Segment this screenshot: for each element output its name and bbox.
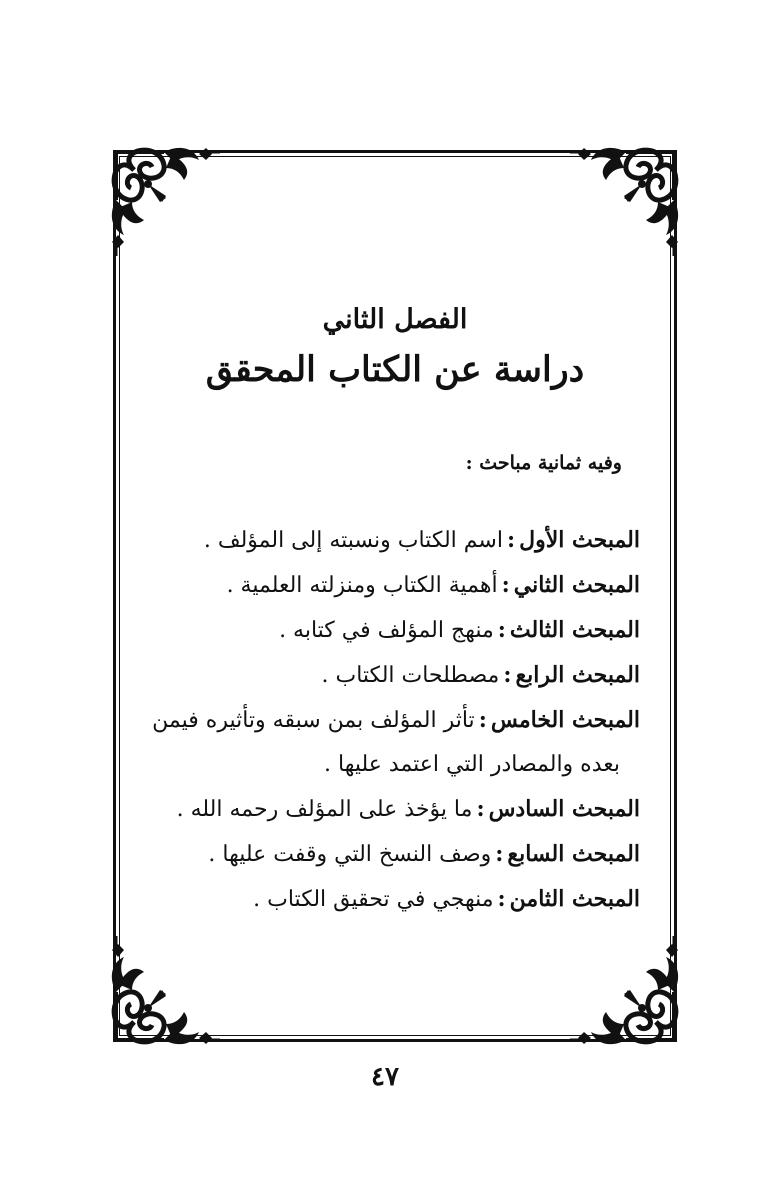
section-label: المبحث السادس	[488, 796, 640, 822]
section-separator: :	[503, 662, 512, 688]
section-text: أهمية الكتاب ومنزلته العلمية .	[226, 573, 498, 598]
section-item	[150, 563, 640, 608]
corner-ornament-icon	[566, 932, 686, 1052]
section-label: المبحث الثاني	[513, 572, 640, 598]
section-text: تأثر المؤلف بمن سبقه وتأثيره فيمن	[152, 708, 475, 733]
section-text: وصف النسخ التي وقفت عليها .	[208, 842, 492, 867]
page-number: ٤٧	[371, 1062, 399, 1092]
chapter-label: الفصل الثاني	[322, 304, 468, 335]
section-text-continuation: بعده والمصادر التي اعتمد عليها .	[324, 752, 620, 777]
section-text: ما يؤخذ على المؤلف رحمه الله .	[176, 797, 473, 822]
section-text: منهج المؤلف في كتابه .	[279, 618, 494, 643]
section-separator: :	[495, 841, 504, 867]
section-separator: :	[501, 572, 510, 598]
section-separator: :	[476, 796, 485, 822]
section-item	[150, 698, 640, 787]
section-separator: :	[497, 617, 506, 643]
section-text: مصطلحات الكتاب .	[321, 663, 500, 688]
chapter-content	[150, 300, 640, 922]
section-item	[150, 832, 640, 877]
section-item	[150, 653, 640, 698]
section-text: اسم الكتاب ونسبته إلى المؤلف .	[203, 528, 503, 553]
corner-ornament-icon	[566, 140, 686, 260]
corner-ornament-icon	[104, 932, 224, 1052]
section-label: المبحث الرابع	[515, 662, 640, 688]
section-label: المبحث الأول	[519, 527, 640, 553]
section-separator: :	[478, 707, 487, 733]
intro-text: وفيه ثمانية مباحث :	[465, 452, 622, 474]
section-separator: :	[497, 886, 506, 912]
corner-ornament-icon	[104, 140, 224, 260]
section-label: المبحث الثامن	[509, 886, 640, 912]
section-separator: :	[506, 527, 516, 553]
section-item	[150, 608, 640, 653]
section-item	[150, 877, 640, 922]
section-list	[150, 518, 640, 922]
section-label: المبحث السابع	[507, 841, 640, 867]
section-text: منهجي في تحقيق الكتاب .	[253, 887, 494, 912]
chapter-title: دراسة عن الكتاب المحقق	[205, 349, 585, 390]
section-label: المبحث الثالث	[509, 617, 640, 643]
section-label: المبحث الخامس	[490, 707, 640, 733]
section-item	[150, 518, 640, 563]
section-item	[150, 787, 640, 832]
